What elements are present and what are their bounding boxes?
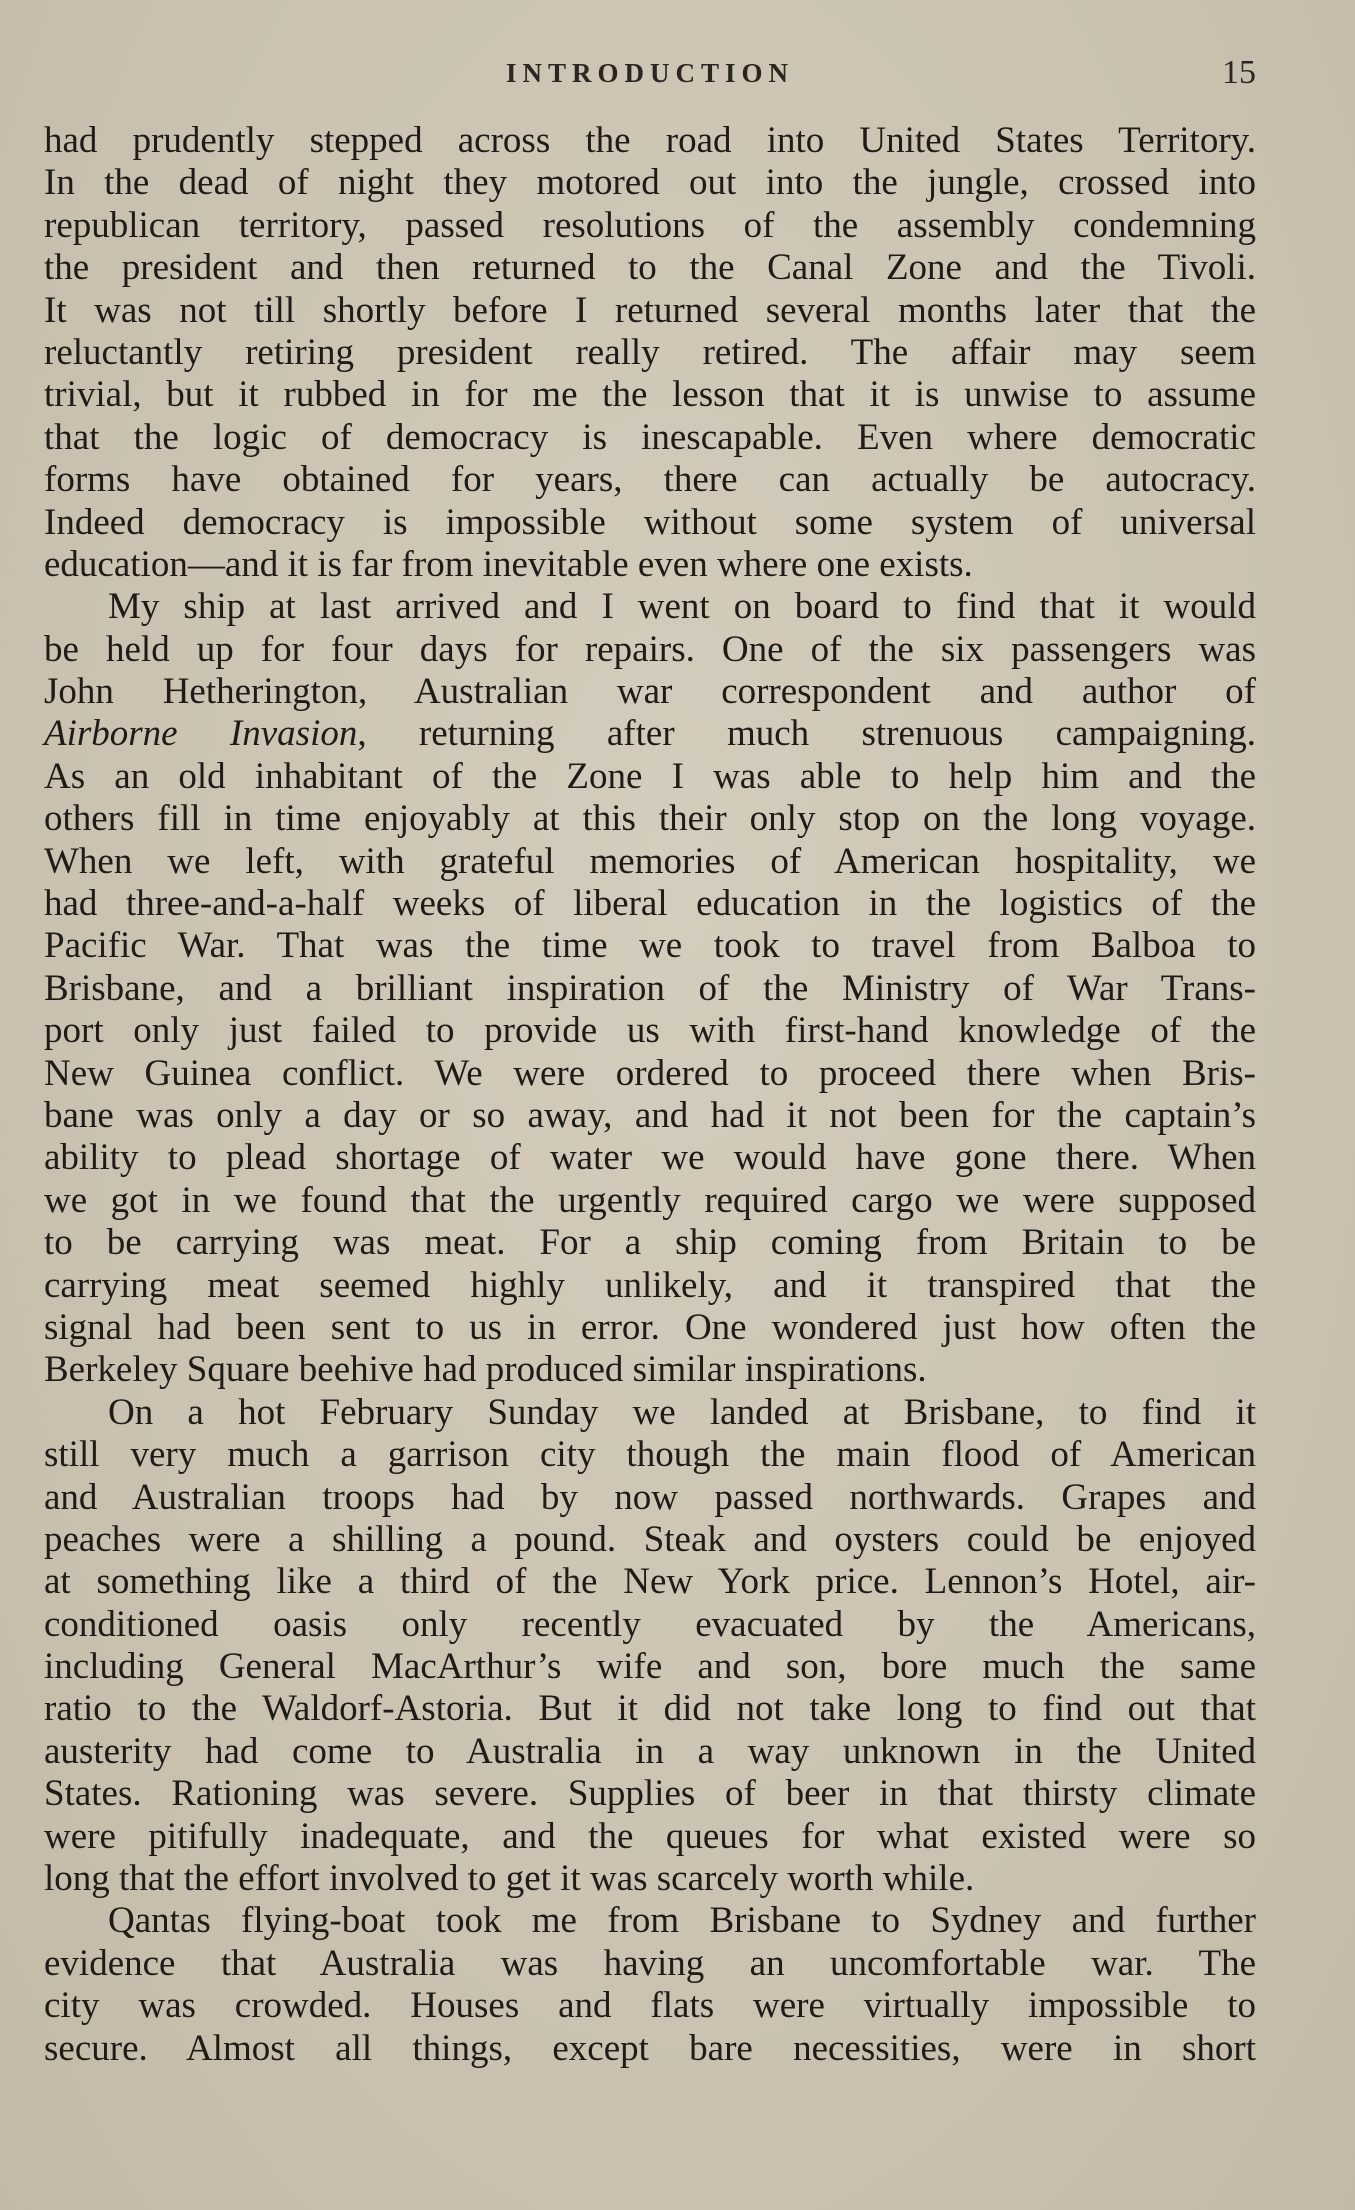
body-text <box>44 120 1256 2070</box>
book-title: Airborne Invasion <box>44 713 358 755</box>
text-line: education—and it is far from inevitable even where one exists. <box>44 543 973 585</box>
text-line: secure. Almost all things, except bare necessities, were in short <box>44 2027 1256 2069</box>
text-line: including General MacArthur’s wife and son, bore much the same <box>44 1646 1256 1688</box>
running-title: INTRODUCTION <box>505 58 795 88</box>
text-line: As an old inhabitant of the Zone I was able to help him and the <box>44 755 1256 797</box>
text-line: My ship at last arrived and I went on board to find that it would <box>108 586 1256 628</box>
text-line: peaches were a shilling a pound. Steak and oysters could be enjoyed <box>44 1518 1256 1560</box>
text-line: were pitifully inadequate, and the queues for what existed were so <box>44 1815 1256 1857</box>
text-line: others fill in time enjoyably at this their only stop on the long voyage. <box>44 798 1256 840</box>
text-line-with-title <box>44 713 1256 755</box>
text-line: Pacific War. That was the time we took to travel from Balboa to <box>44 925 1256 967</box>
text-line: forms have obtained for years, there can actually be autocracy. <box>44 459 1256 501</box>
text-line: signal had been sent to us in error. One wondered just how often the <box>44 1306 1256 1348</box>
book-page <box>44 54 1256 2069</box>
text-line: reluctantly retiring president really retired. The affair may seem <box>44 331 1256 373</box>
running-head <box>44 54 1256 102</box>
text-line: Brisbane, and a brilliant inspiration of the Ministry of War Trans- <box>44 967 1256 1009</box>
text-line: port only just failed to provide us with first-hand knowledge of the <box>44 1010 1256 1052</box>
text-line: and Australian troops had by now passed northwards. Grapes and <box>44 1476 1256 1518</box>
text-line: It was not till shortly before I returned several months later that the <box>44 289 1256 331</box>
text-line: In the dead of night they motored out into the jungle, crossed into <box>44 162 1256 204</box>
text-line: On a hot February Sunday we landed at Brisbane, to find it <box>108 1391 1256 1433</box>
text-line: carrying meat seemed highly unlikely, and it transpired that the <box>44 1264 1256 1306</box>
text-line: to be carrying was meat. For a ship coming from Britain to be <box>44 1222 1256 1264</box>
text-line: that the logic of democracy is inescapable. Even where democratic <box>44 416 1256 458</box>
text-line: ratio to the Waldorf-Astoria. But it did not take long to find out that <box>44 1688 1256 1730</box>
text-line: be held up for four days for repairs. One of the six passengers was <box>44 628 1256 670</box>
text-line: Indeed democracy is impossible without some system of universal <box>44 501 1256 543</box>
text-line: trivial, but it rubbed in for me the lesson that it is unwise to assume <box>44 374 1256 416</box>
text-line: Berkeley Square beehive had produced similar inspirations. <box>44 1349 927 1391</box>
text-line: long that the effort involved to get it was scarcely worth while. <box>44 1858 975 1900</box>
page-number: 15 <box>1222 54 1256 91</box>
text-fragment: , returning after much strenuous campaigning. <box>357 713 1256 755</box>
text-line: When we left, with grateful memories of American hospitality, we <box>44 840 1256 882</box>
text-line: the president and then returned to the Canal Zone and the Tivoli. <box>44 247 1256 289</box>
text-line: John Hetherington, Australian war correspondent and author of <box>44 671 1256 713</box>
text-line: ability to plead shortage of water we would have gone there. When <box>44 1137 1256 1179</box>
text-line: conditioned oasis only recently evacuated by the Americans, <box>44 1603 1256 1645</box>
text-line: at something like a third of the New York price. Lennon’s Hotel, air- <box>44 1561 1256 1603</box>
text-line: had prudently stepped across the road into United States Territory. <box>44 120 1256 161</box>
text-line: evidence that Australia was having an uncomfortable war. The <box>44 1942 1256 1984</box>
text-line: austerity had come to Australia in a way unknown in the United <box>44 1730 1256 1772</box>
text-line: we got in we found that the urgently required cargo we were supposed <box>44 1179 1256 1221</box>
text-line: States. Rationing was severe. Supplies of beer in that thirsty climate <box>44 1773 1256 1815</box>
text-line: republican territory, passed resolutions of the assembly condemning <box>44 204 1256 246</box>
text-line: still very much a garrison city though the main flood of American <box>44 1434 1256 1476</box>
text-line: city was crowded. Houses and flats were virtually impossible to <box>44 1985 1256 2027</box>
text-line: Qantas flying-boat took me from Brisbane to Sydney and further <box>108 1900 1256 1942</box>
text-line: New Guinea conflict. We were ordered to proceed there when Bris- <box>44 1052 1256 1094</box>
text-line: bane was only a day or so away, and had it not been for the captain’s <box>44 1094 1256 1136</box>
text-line: had three-and-a-half weeks of liberal education in the logistics of the <box>44 883 1256 925</box>
